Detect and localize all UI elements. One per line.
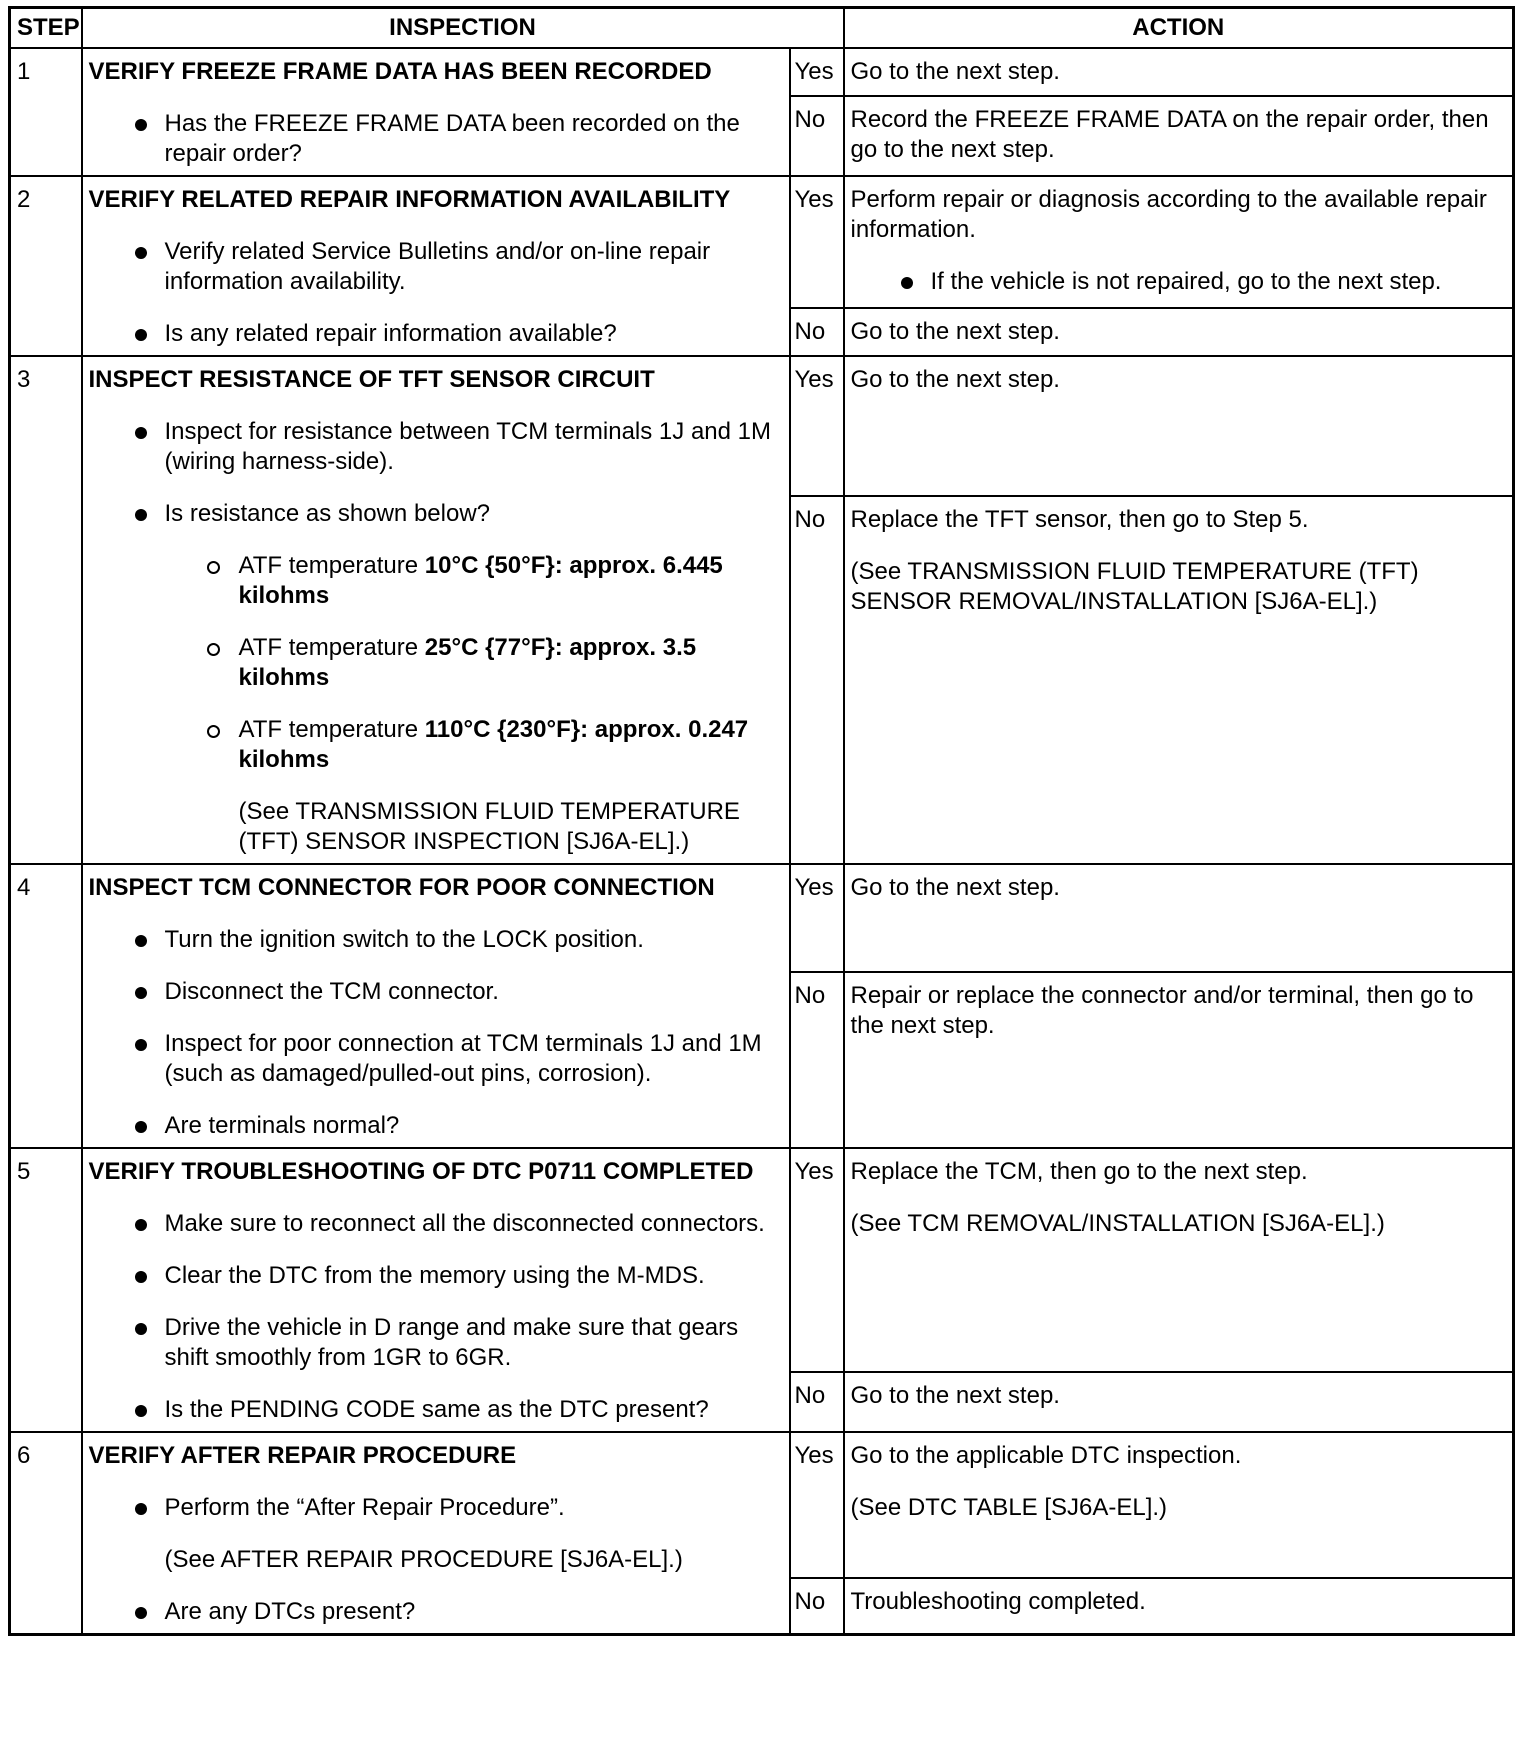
header-inspection: INSPECTION: [82, 8, 844, 49]
inspection-bullet: Are any DTCs present?: [89, 1597, 783, 1627]
yes-label: Yes: [790, 176, 844, 308]
resistance-spec: [89, 715, 783, 775]
inspection-bullet: Verify related Service Bulletins and/or on-line repair information availability.: [89, 237, 783, 297]
inspection-bullet: Is any related repair information available?: [89, 319, 783, 349]
no-label: No: [790, 96, 844, 176]
inspection-bullet: Inspect for poor connection at TCM terminals 1J and 1M (such as damaged/pulled-out pins, corrosion).: [89, 1029, 783, 1089]
no-action-cell: [844, 496, 1514, 864]
inspection-bullet: Inspect for resistance between TCM terminals 1J and 1M (wiring harness-side).: [89, 417, 783, 477]
reference-note: (See TRANSMISSION FLUID TEMPERATURE (TFT) SENSOR INSPECTION [SJ6A-EL].): [238, 798, 740, 855]
table-row: [10, 1432, 1514, 1578]
yes-action: Perform repair or diagnosis according to the available repair information.: [850, 186, 1487, 243]
header-action: ACTION: [844, 8, 1514, 49]
spec-value: 110°C {230°F}: approx. 0.247 kilohms: [238, 716, 749, 773]
yes-label: Yes: [790, 356, 844, 496]
reference-note: (See AFTER REPAIR PROCEDURE [SJ6A-EL].): [164, 1546, 683, 1573]
step-title: INSPECT RESISTANCE OF TFT SENSOR CIRCUIT: [88, 366, 655, 393]
step-number: 5: [10, 1148, 82, 1432]
inspection-bullet: Is the PENDING CODE same as the DTC present?: [89, 1395, 783, 1425]
step-number: 6: [10, 1432, 82, 1635]
yes-action: Go to the applicable DTC inspection.: [850, 1442, 1242, 1469]
resistance-spec: [89, 551, 783, 611]
yes-action: Go to the next step.: [844, 864, 1514, 972]
table-row: [10, 176, 1514, 308]
table-header-row: [10, 8, 1514, 49]
no-action: Replace the TFT sensor, then go to Step 5.: [850, 506, 1309, 533]
inspection-cell: [82, 1432, 790, 1635]
reference-note: (See DTC TABLE [SJ6A-EL].): [850, 1494, 1168, 1521]
yes-action: Go to the next step.: [844, 48, 1514, 96]
table-row: [10, 356, 1514, 496]
yes-action-cell: [844, 1148, 1514, 1372]
no-action: Go to the next step.: [844, 1372, 1514, 1432]
no-action: Repair or replace the connector and/or terminal, then go to the next step.: [844, 972, 1514, 1148]
inspection-bullet: Perform the “After Repair Procedure”.: [89, 1493, 783, 1523]
inspection-bullet: Turn the ignition switch to the LOCK position.: [89, 925, 783, 955]
no-action: Go to the next step.: [844, 308, 1514, 356]
yes-label: Yes: [790, 1148, 844, 1372]
inspection-bullet: Has the FREEZE FRAME DATA been recorded on the repair order?: [89, 109, 783, 169]
no-label: No: [790, 496, 844, 864]
yes-action-bullet: If the vehicle is not repaired, go to the next step.: [851, 267, 1507, 297]
spec-label: ATF temperature: [238, 716, 425, 743]
step-title: VERIFY FREEZE FRAME DATA HAS BEEN RECORDED: [88, 58, 712, 85]
yes-label: Yes: [790, 864, 844, 972]
no-label: No: [790, 308, 844, 356]
inspection-cell: [82, 356, 790, 864]
inspection-bullet: Clear the DTC from the memory using the M-MDS.: [89, 1261, 783, 1291]
no-label: No: [790, 1578, 844, 1635]
inspection-bullet: Drive the vehicle in D range and make sure that gears shift smoothly from 1GR to 6GR.: [89, 1313, 783, 1373]
no-action: Record the FREEZE FRAME DATA on the repair order, then go to the next step.: [844, 96, 1514, 176]
reference-note: (See TCM REMOVAL/INSTALLATION [SJ6A-EL].): [850, 1210, 1385, 1237]
inspection-cell: [82, 864, 790, 1148]
resistance-spec: [89, 633, 783, 693]
spec-label: ATF temperature: [238, 634, 425, 661]
yes-action: Go to the next step.: [844, 356, 1514, 496]
inspection-cell: [82, 48, 790, 176]
no-label: No: [790, 1372, 844, 1432]
no-label: No: [790, 972, 844, 1148]
yes-label: Yes: [790, 1432, 844, 1578]
step-title: VERIFY AFTER REPAIR PROCEDURE: [88, 1442, 517, 1469]
inspection-bullet: Is resistance as shown below?: [89, 499, 783, 529]
reference-note: (See TRANSMISSION FLUID TEMPERATURE (TFT) SENSOR REMOVAL/INSTALLATION [SJ6A-EL].): [850, 558, 1419, 615]
step-number: 1: [10, 48, 82, 176]
inspection-bullet: Are terminals normal?: [89, 1111, 783, 1141]
table-row: [10, 1148, 1514, 1372]
step-number: 3: [10, 356, 82, 864]
no-action: Troubleshooting completed.: [844, 1578, 1514, 1635]
inspection-bullet: Disconnect the TCM connector.: [89, 977, 783, 1007]
step-title: VERIFY RELATED REPAIR INFORMATION AVAILABILITY: [88, 186, 731, 213]
step-number: 4: [10, 864, 82, 1148]
table-row: [10, 48, 1514, 96]
step-title: VERIFY TROUBLESHOOTING OF DTC P0711 COMPLETED: [88, 1158, 754, 1185]
yes-action: Replace the TCM, then go to the next step.: [850, 1158, 1308, 1185]
spec-label: ATF temperature: [238, 552, 425, 579]
troubleshooting-table: [8, 6, 1515, 1636]
step-title: INSPECT TCM CONNECTOR FOR POOR CONNECTION: [88, 874, 715, 901]
inspection-bullet: Make sure to reconnect all the disconnected connectors.: [89, 1209, 783, 1239]
inspection-cell: [82, 1148, 790, 1432]
yes-label: Yes: [790, 48, 844, 96]
header-step: STEP: [10, 8, 82, 49]
step-number: 2: [10, 176, 82, 356]
inspection-cell: [82, 176, 790, 356]
yes-action-cell: [844, 176, 1514, 308]
spec-value: 25°C {77°F}: approx. 3.5 kilohms: [238, 634, 697, 691]
yes-action-cell: [844, 1432, 1514, 1578]
table-row: [10, 864, 1514, 972]
spec-value: 10°C {50°F}: approx. 6.445 kilohms: [238, 552, 723, 609]
